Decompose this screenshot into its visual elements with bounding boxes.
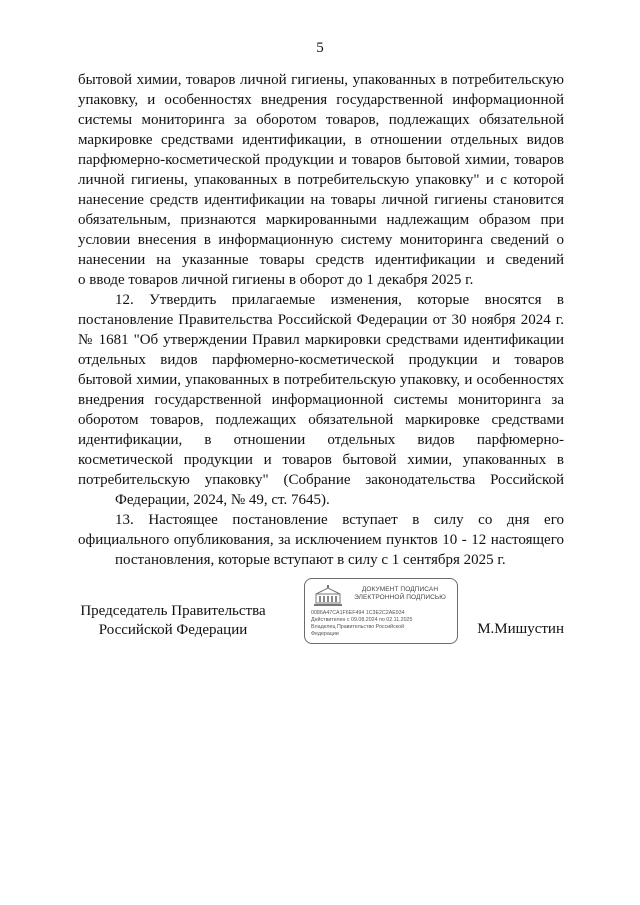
text-line: в постановление Правительства Российской Федерации от 30 ноября 2024 г. xyxy=(78,292,564,328)
text-line: о нанесении на указанные товары средств идентификации и сведений xyxy=(78,232,565,268)
text-line: косметической продукции и товаров бытовой химии, упакованных xyxy=(78,452,547,468)
stamp-owner: Федерации xyxy=(311,631,339,637)
text-line: личной гигиены, упакованных в потребительскую упаковку" и с которой xyxy=(78,172,564,188)
stamp-validity: Действителен с 09.08.2024 по 02.11.2025 xyxy=(311,617,413,623)
signer-name: М.Мишустин xyxy=(477,621,564,637)
stamp-owner: Владелец Правительство Российской xyxy=(311,624,405,630)
text-line: бытовой химии, упакованных в потребительскую упаковку, xyxy=(78,372,461,388)
paragraph-12 xyxy=(78,290,564,510)
text-line: маркировке средствами идентификации, в отношении отдельных видов xyxy=(78,132,564,148)
text-line: в потребительскую упаковку" (Собрание законодательства Российской xyxy=(78,452,565,488)
document-body xyxy=(78,70,564,570)
signer-title-line: Председатель Правительства xyxy=(80,603,266,619)
text-line: обязательным, признаются маркированными надлежащим образом xyxy=(78,212,531,228)
text-line-last: Федерации, 2024, № 49, ст. 7645). xyxy=(115,492,330,508)
text-line: мониторинга за оборотом товаров, подлежащих обязательной маркировке xyxy=(78,392,565,428)
signer-title-line: Российской Федерации xyxy=(98,622,248,638)
text-line: нанесение средств идентификации на товары личной гигиены становится xyxy=(78,192,564,208)
signature-block xyxy=(78,578,564,668)
text-line: бытовой химии, товаров личной гигиены, упакованных в потребительскую xyxy=(78,72,564,88)
stamp-heading-line: ЭЛЕКТРОННОЙ ПОДПИСЬЮ xyxy=(354,594,446,601)
text-line: парфюмерно-косметической продукции и товаров бытовой химии, товаров xyxy=(78,152,564,168)
electronic-signature-stamp xyxy=(304,578,458,644)
text-line: при условии внесения в информационную систему мониторинга сведений xyxy=(78,212,565,248)
text-line: и особенностях внедрения государственной информационной системы xyxy=(78,372,564,408)
text-line: официального опубликования, за исключением пунктов 10 - 12 настоящего xyxy=(78,532,564,548)
text-line: отдельных видов парфюмерно-косметической продукции и товаров xyxy=(78,352,564,368)
stamp-heading-line: ДОКУМЕНТ ПОДПИСАН xyxy=(361,586,439,593)
text-line: средствами идентификации, в отношении отдельных видов парфюмерно- xyxy=(78,412,564,448)
text-line: 12. Утвердить прилагаемые изменения, которые вносятся xyxy=(115,292,542,308)
page-number: 5 xyxy=(316,40,324,56)
stamp-certificate: 0086A47CA1F6EF494 1C3E2C2AE934 xyxy=(311,610,405,616)
text-line: № 1681 "Об утверждении Правил маркировки средствами идентификации xyxy=(78,332,564,348)
stamp-details xyxy=(311,610,455,638)
paragraph-13 xyxy=(78,510,564,570)
text-line-last: постановления, которые вступают в силу с 1 сентября 2025 г. xyxy=(115,552,506,568)
stamp-heading xyxy=(345,586,455,602)
text-line-last: о вводе товаров личной гигиены в оборот до 1 декабря 2025 г. xyxy=(78,272,474,288)
government-building-icon xyxy=(313,585,343,607)
signer-title xyxy=(78,602,268,640)
text-line: системы мониторинга за оборотом товаров, подлежащих обязательной xyxy=(78,112,564,128)
paragraph-11-tail xyxy=(78,70,564,290)
text-line: упаковку, и особенностях внедрения государственной информационной xyxy=(78,92,564,108)
text-line: 13. Настоящее постановление вступает в силу со дня его xyxy=(115,512,564,528)
